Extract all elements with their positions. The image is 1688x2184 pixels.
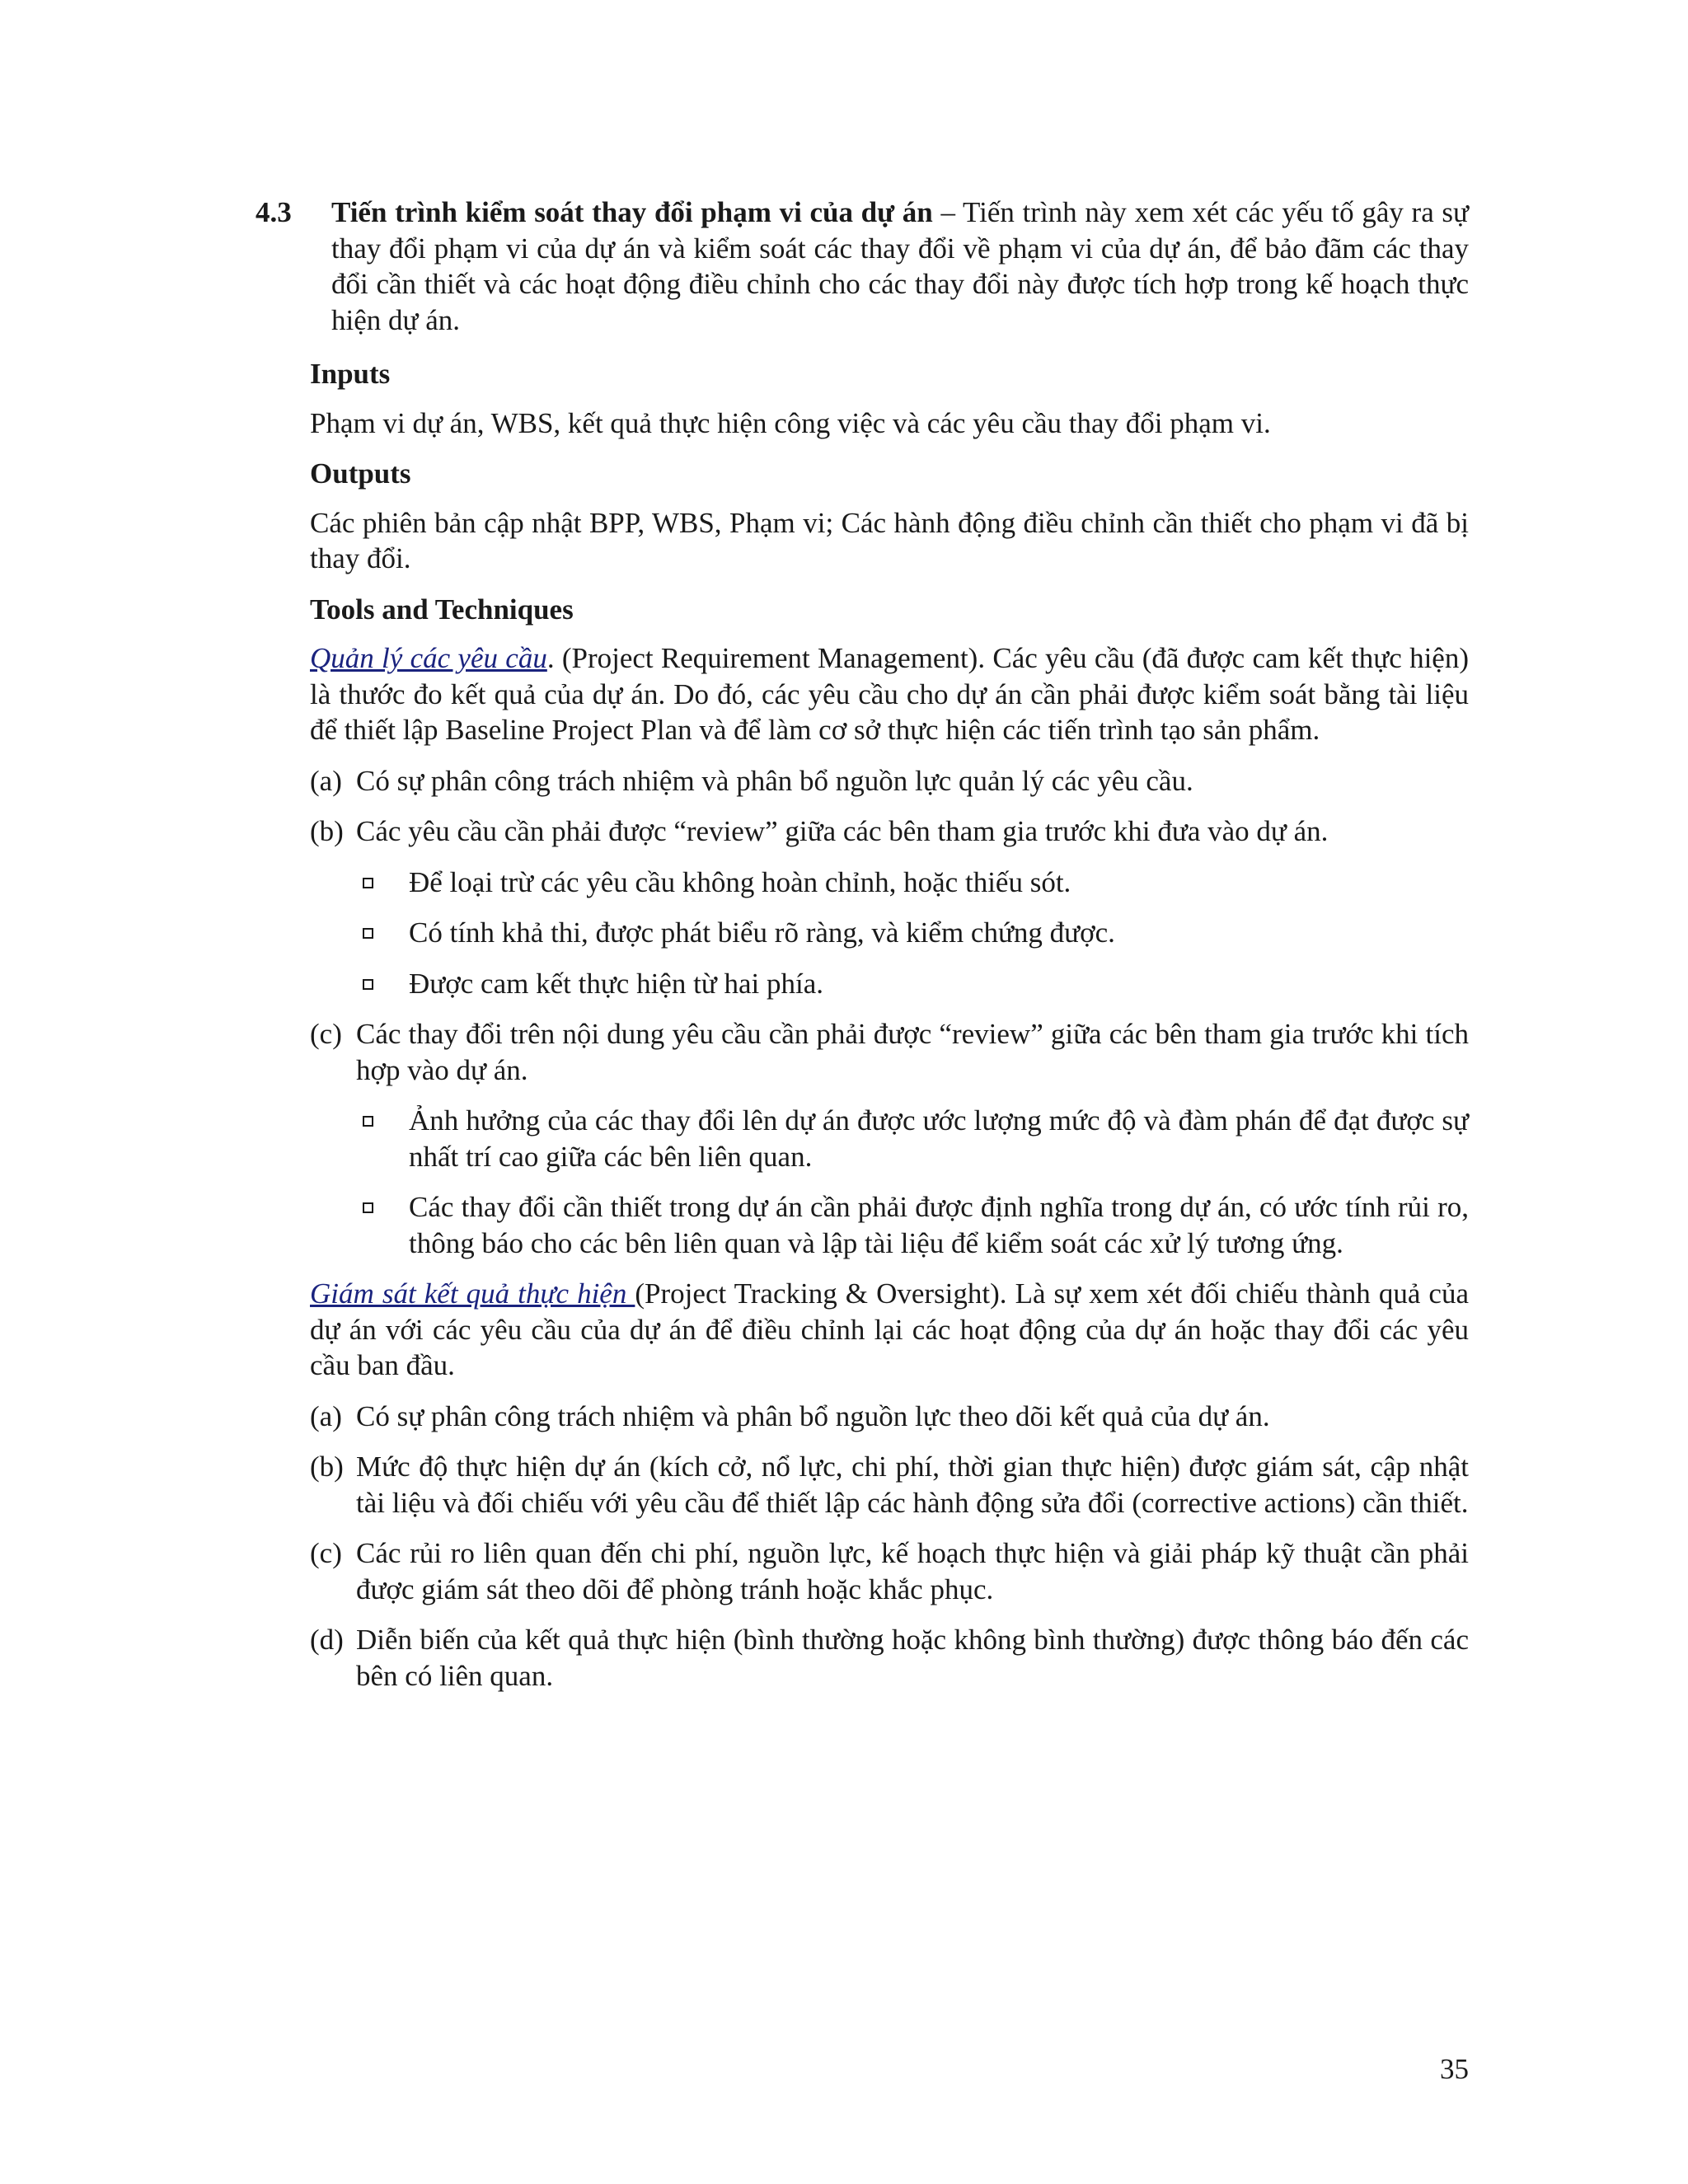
list-item xyxy=(310,1535,1469,1607)
bullet-item xyxy=(310,865,1469,901)
bullet-text: Ảnh hưởng của các thay đổi lên dự án được ước lượng mức độ và đàm phán để đạt được sự nhất trí cao giữa các bên liên quan. xyxy=(409,1104,1469,1173)
requirements-link[interactable]: Quản lý các yêu cầu xyxy=(310,642,547,674)
tracking-paragraph xyxy=(310,1276,1469,1384)
item-text: Mức độ thực hiện dự án (kích cở, nổ lực, chi phí, thời gian thực hiện) được giám sát, cập nhật tài liệu và đối chiếu với yêu cầu để thiết lập các hành động sửa đổi (corrective actions) cần thiết. xyxy=(356,1451,1469,1519)
bullet-text: Các thay đổi cần thiết trong dự án cần phải được định nghĩa trong dự án, có ước tính rủi ro, thông báo cho các bên liên quan và lập tài liệu để kiểm soát các xử lý tương ứng. xyxy=(409,1191,1469,1259)
tools-heading: Tools and Techniques xyxy=(310,593,574,626)
item-label: (b) xyxy=(310,815,344,847)
section-heading xyxy=(256,194,1469,338)
requirements-paragraph xyxy=(310,640,1469,748)
item-text: Diễn biến của kết quả thực hiện (bình thường hoặc không bình thường) được thông báo đến các bên có liên quan. xyxy=(356,1624,1469,1692)
tracking-text: (Project Tracking & Oversight). Là sự xem xét đối chiếu thành quả của dự án với các yêu cầu của dự án để điều chỉnh lại các hoạt động của dự án hoặc thay đổi các yêu cầu ban đầu. xyxy=(310,1277,1469,1381)
list-item xyxy=(310,813,1469,850)
outputs-heading: Outputs xyxy=(310,457,411,490)
square-bullet-icon xyxy=(363,1116,373,1127)
square-bullet-icon xyxy=(363,1202,373,1213)
bullet-item xyxy=(310,966,1469,1002)
item-text: Các rủi ro liên quan đến chi phí, nguồn lực, kế hoạch thực hiện và giải pháp kỹ thuật cần phải được giám sát theo dõi để phòng tránh hoặc khắc phục. xyxy=(356,1537,1469,1605)
list-item xyxy=(310,1449,1469,1521)
bullet-item xyxy=(310,1103,1469,1174)
item-text: Các thay đổi trên nội dung yêu cầu cần phải được “review” giữa các bên tham gia trước khi tích hợp vào dự án. xyxy=(356,1018,1469,1086)
item-text: Có sự phân công trách nhiệm và phân bổ nguồn lực theo dõi kết quả của dự án. xyxy=(356,1399,1270,1432)
item-text: Các yêu cầu cần phải được “review” giữa các bên tham gia trước khi đưa vào dự án. xyxy=(356,815,1329,847)
tracking-link[interactable]: Giám sát kết quả thực hiện xyxy=(310,1277,635,1310)
page-number: 35 xyxy=(1440,2053,1469,2085)
square-bullet-icon xyxy=(363,979,373,990)
item-label: (d) xyxy=(310,1624,344,1656)
inputs-text: Phạm vi dự án, WBS, kết quả thực hiện công việc và các yêu cầu thay đổi phạm vi. xyxy=(310,406,1271,439)
outputs-text: Các phiên bản cập nhật BPP, WBS, Phạm vi; Các hành động điều chỉnh cần thiết cho phạm vi đã bị thay đổi. xyxy=(310,506,1469,574)
item-label: (c) xyxy=(310,1537,342,1569)
square-bullet-icon xyxy=(363,928,373,939)
bullet-text: Được cam kết thực hiện từ hai phía. xyxy=(409,967,824,1000)
list-item xyxy=(310,1016,1469,1088)
item-label: (b) xyxy=(310,1451,344,1483)
list-item xyxy=(310,1622,1469,1694)
section-number: 4.3 xyxy=(256,196,292,228)
item-label: (a) xyxy=(310,764,342,797)
bullet-item xyxy=(310,1189,1469,1261)
bullet-item xyxy=(310,915,1469,951)
inputs-heading: Inputs xyxy=(310,358,391,390)
item-label: (a) xyxy=(310,1399,342,1432)
section-body xyxy=(310,356,1469,1694)
list-item xyxy=(310,763,1469,799)
bullet-text: Có tính khả thi, được phát biểu rõ ràng, và kiểm chứng được. xyxy=(409,916,1115,949)
list-item xyxy=(310,1399,1469,1435)
page-content xyxy=(256,194,1469,1708)
section-intro: – Tiến trình này xem xét các yếu tố gây ra sự thay đổi phạm vi của dự án và kiểm soát các thay đổi về phạm vi của dự án, để bảo đãm các thay đổi cần thiết và các hoạt động điều chỉnh cho các thay đổi này được tích hợp trong kế hoạch thực hiện dự án. xyxy=(331,196,1469,336)
section-title: Tiến trình kiểm soát thay đổi phạm vi của dự án xyxy=(331,196,933,228)
item-label: (c) xyxy=(310,1018,342,1050)
requirements-text: . (Project Requirement Management). Các yêu cầu (đã được cam kết thực hiện) là thước đo kết quả của dự án. Do đó, các yêu cầu cho dự án cần phải được kiểm soát bằng tài liệu để thiết lập Baseline Project Plan và để làm cơ sở thực hiện các tiến trình tạo sản phẩm. xyxy=(310,642,1469,746)
square-bullet-icon xyxy=(363,878,373,888)
item-text: Có sự phân công trách nhiệm và phân bổ nguồn lực quản lý các yêu cầu. xyxy=(356,764,1193,797)
bullet-text: Để loại trừ các yêu cầu không hoàn chỉnh, hoặc thiếu sót. xyxy=(409,865,1071,898)
